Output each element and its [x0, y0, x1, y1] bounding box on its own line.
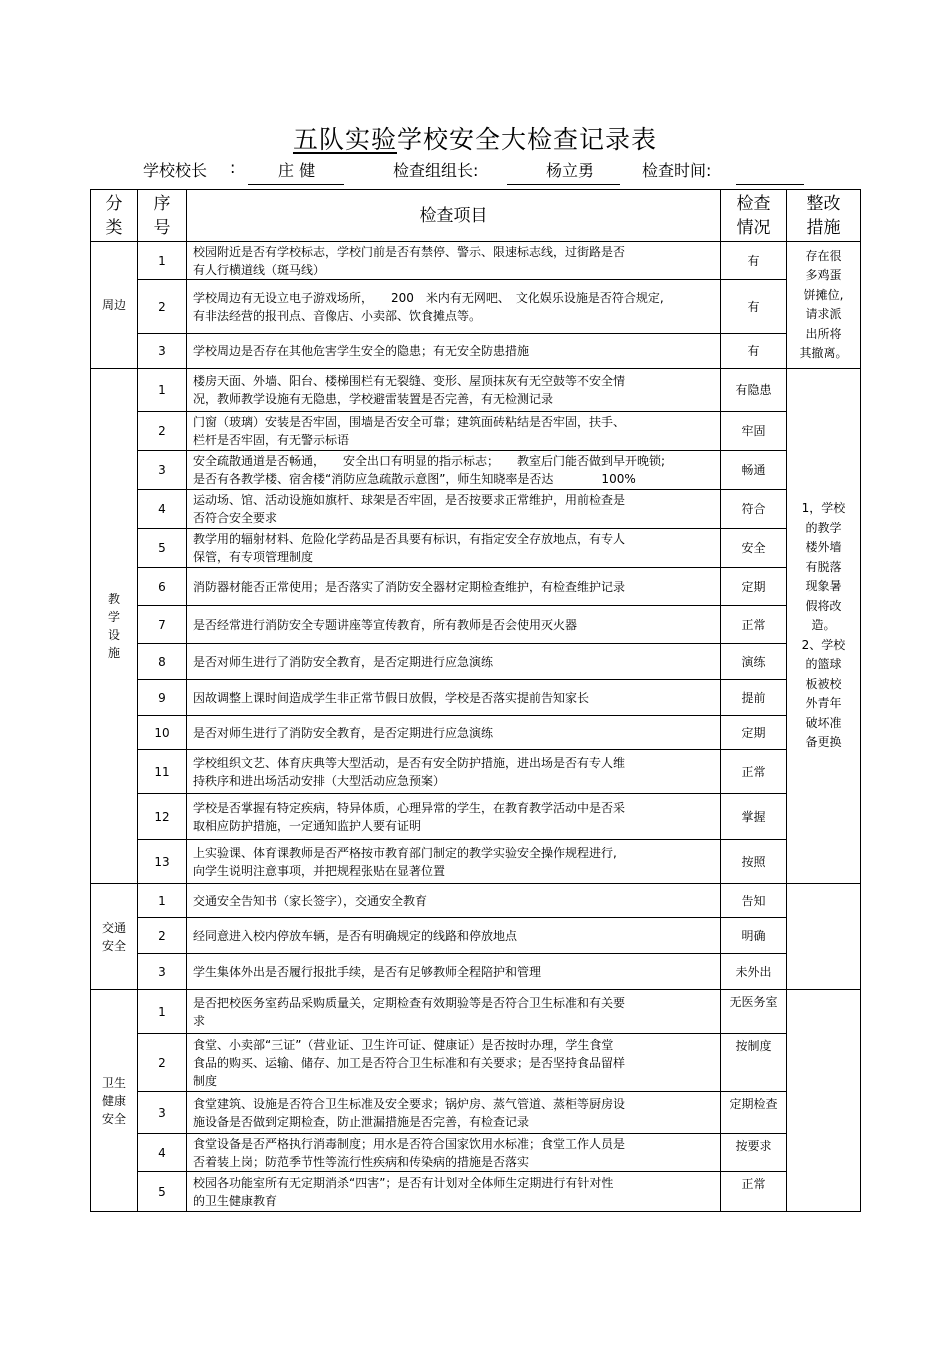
- item-text-line: 上实验课、体育课教师是否严格按市教育部门制定的教学实验安全操作规程进行,: [193, 845, 617, 860]
- item-text-line: 的卫生健康教育: [193, 1193, 278, 1208]
- item-text-line: 食堂、小卖部“三证”（营业证、卫生许可证、健康证）是否按时办理，学生食堂: [193, 1037, 614, 1052]
- status-cell: 正常: [721, 1172, 787, 1212]
- item-text-line: 学校周边是否存在其他危害学生安全的隐患；有无安全防患措施: [193, 344, 530, 358]
- item-text-line: 是否对师生进行了消防安全教育，是否定期进行应急演练: [193, 654, 494, 669]
- item-text-line: 持秩序和进出场活动安排（大型活动应急预案）: [193, 773, 446, 788]
- table-row: [91, 990, 861, 1034]
- status-cell: 牢固: [721, 412, 787, 451]
- header-status: 检查 情况: [721, 190, 787, 242]
- item-text-line: 交通安全告知书（家长签字），交通安全教育: [193, 893, 428, 908]
- item-text-line: 制度: [193, 1073, 218, 1088]
- item-cell: [187, 1092, 721, 1134]
- status-cell: 定期: [721, 568, 787, 606]
- category-cell: 卫生 健康 安全: [91, 990, 138, 1212]
- status-cell: 正常: [721, 750, 787, 794]
- seq-cell: 12: [138, 794, 187, 840]
- item-cell: [187, 412, 721, 451]
- table-row: [91, 568, 861, 606]
- item-text-line: 况，教师教学设施有无隐患，学校避雷装置是否完善，有无检测记录: [193, 392, 554, 406]
- seq-cell: 7: [138, 606, 187, 644]
- table-row: [91, 451, 861, 490]
- seq-cell: 2: [138, 412, 187, 451]
- seq-cell: 2: [138, 918, 187, 954]
- status-cell: 演练: [721, 644, 787, 680]
- item-cell: [187, 568, 721, 606]
- principal-label: 学校校长: [143, 161, 208, 180]
- item-text-line: 保管，有专项管理制度: [193, 550, 314, 564]
- item-text-line: 因故调整上课时间造成学生非正常节假日放假，学校是否落实提前告知家长: [193, 690, 590, 705]
- table-row: [91, 680, 861, 716]
- item-text-line: 教学用的辐射材料、危险化学药品是否具要有标识，有指定安全存放地点，有专人: [193, 532, 626, 546]
- status-cell: 明确: [721, 918, 787, 954]
- table-row: [91, 1172, 861, 1212]
- item-cell: [187, 606, 721, 644]
- item-cell: [187, 680, 721, 716]
- seq-cell: 1: [138, 884, 187, 918]
- item-cell: [187, 840, 721, 884]
- seq-cell: 1: [138, 242, 187, 280]
- item-cell: [187, 490, 721, 529]
- item-cell: [187, 644, 721, 680]
- item-cell: [187, 280, 721, 334]
- status-cell: 告知: [721, 884, 787, 918]
- item-text-line: 是否有各教学楼、宿舍楼“消防应急疏散示意图”，师生知晓率是否达 100%: [193, 472, 636, 486]
- status-cell: 安全: [721, 529, 787, 568]
- item-text-line: 是否对师生进行了消防安全教育，是否定期进行应急演练: [193, 725, 494, 740]
- item-cell: [187, 884, 721, 918]
- seq-cell: 9: [138, 680, 187, 716]
- item-cell: [187, 918, 721, 954]
- seq-cell: 11: [138, 750, 187, 794]
- title-underlined: 五队实验: [292, 125, 397, 154]
- category-cell: 交通 安全: [91, 884, 138, 990]
- seq-cell: 3: [138, 1092, 187, 1134]
- item-text-line: 是否经常进行消防安全专题讲座等宣传教育，所有教师是否会使用灭火器: [193, 617, 578, 632]
- item-text-line: 消防器材能否正常使用；是否落实了消防安全器材定期检查维护，有检查维护记录: [193, 579, 626, 594]
- remedy-cell: [787, 884, 861, 990]
- seq-cell: 10: [138, 716, 187, 750]
- seq-cell: 2: [138, 1034, 187, 1092]
- date-label: 检查时间:: [642, 161, 712, 180]
- table-row: [91, 369, 861, 412]
- item-cell: [187, 242, 721, 280]
- status-cell: 有: [721, 334, 787, 369]
- item-cell: [187, 369, 721, 412]
- table-row: [91, 1092, 861, 1134]
- table-row: [91, 716, 861, 750]
- status-cell: 未外出: [721, 954, 787, 990]
- table-row: [91, 412, 861, 451]
- table-row: [91, 334, 861, 369]
- item-cell: [187, 716, 721, 750]
- seq-cell: 13: [138, 840, 187, 884]
- item-cell: [187, 794, 721, 840]
- status-cell: 符合: [721, 490, 787, 529]
- inspection-table: [90, 189, 861, 1212]
- seq-cell: 8: [138, 644, 187, 680]
- seq-cell: 2: [138, 280, 187, 334]
- leader-value: 杨立勇: [546, 161, 595, 180]
- item-cell: [187, 990, 721, 1034]
- principal-value: 庄 健: [278, 161, 316, 180]
- item-cell: [187, 529, 721, 568]
- item-text-line: 校园附近是否有学校标志，学校门前是否有禁停、警示、限速标志线，过街路是否: [193, 244, 626, 259]
- item-text-line: 向学生说明注意事项，并把规程张贴在显著位置: [193, 863, 446, 878]
- seq-cell: 5: [138, 1172, 187, 1212]
- table-row: [91, 750, 861, 794]
- leader-label: 检查组组长:: [393, 161, 479, 180]
- status-cell: 有: [721, 242, 787, 280]
- item-text-line: 食堂设备是否严格执行消毒制度；用水是否符合国家饮用水标准；食堂工作人员是: [193, 1136, 626, 1151]
- seq-cell: 6: [138, 568, 187, 606]
- table-row: [91, 794, 861, 840]
- item-text-line: 施设备是否做到定期检查，防止泄漏措施是否完善，有检查记录: [193, 1114, 530, 1129]
- table-row: [91, 1034, 861, 1092]
- table-row: [91, 242, 861, 280]
- item-text-line: 门窗（玻璃）安装是否牢固，围墙是否安全可靠；建筑面砖粘结是否牢固，扶手、: [193, 415, 626, 429]
- table-row: [91, 884, 861, 918]
- table-row: [91, 918, 861, 954]
- item-text-line: 校园各功能室所有无定期消杀“四害”；是否有计划对全体师生定期进行有针对性: [193, 1175, 614, 1190]
- principal-underline: [248, 184, 344, 185]
- item-cell: [187, 750, 721, 794]
- item-text-line: 否符合安全要求: [193, 511, 278, 525]
- remedy-cell: [787, 990, 861, 1212]
- item-text-line: 否着装上岗；防范季节性等流行性疾病和传染病的措施是否落实: [193, 1154, 530, 1169]
- item-cell: [187, 451, 721, 490]
- item-text-line: 栏杆是否牢固，有无警示标语: [193, 433, 350, 447]
- item-text-line: 食堂建筑、设施是否符合卫生标准及安全要求；锅炉房、蒸气管道、蒸柜等厨房设: [193, 1096, 626, 1111]
- seq-cell: 1: [138, 990, 187, 1034]
- item-text-line: 是否把校医务室药品采购质量关，定期检查有效期验等是否符合卫生标准和有关要: [193, 995, 626, 1010]
- item-cell: [187, 1134, 721, 1172]
- date-underline: [736, 184, 804, 185]
- table-row: [91, 280, 861, 334]
- status-cell: 掌握: [721, 794, 787, 840]
- category-cell: 教 学 设 施: [91, 369, 138, 884]
- seq-cell: 1: [138, 369, 187, 412]
- header-item: 检查项目: [187, 190, 721, 242]
- item-cell: [187, 954, 721, 990]
- leader-underline: [507, 184, 620, 185]
- item-text-line: 学校周边有无设立电子游戏场所， 200 米内有无网吧、 文化娱乐设施是否符合规定,: [193, 290, 664, 305]
- item-text-line: 求: [193, 1013, 206, 1028]
- status-cell: 提前: [721, 680, 787, 716]
- page-title: [0, 120, 950, 156]
- header-fix: 整改 措施: [787, 190, 861, 242]
- item-text-line: 学生集体外出是否履行报批手续，是否有足够教师全程陪护和管理: [193, 964, 542, 979]
- status-cell: 畅通: [721, 451, 787, 490]
- title-rest: 学校安全大检查记录表: [397, 125, 658, 154]
- table-row: [91, 1134, 861, 1172]
- status-cell: 有隐患: [721, 369, 787, 412]
- item-cell: [187, 1172, 721, 1212]
- seq-cell: 4: [138, 1134, 187, 1172]
- item-text-line: 学校组织文艺、体育庆典等大型活动，是否有安全防护措施，进出场是否有专人维: [193, 755, 626, 770]
- status-cell: 按要求: [721, 1134, 787, 1172]
- item-text-line: 有非法经营的报刊点、音像店、小卖部、饮食摊点等。: [193, 308, 482, 323]
- status-cell: 无医务室: [721, 990, 787, 1034]
- seq-cell: 3: [138, 451, 187, 490]
- item-text-line: 学校是否掌握有特定疾病，特异体质，心理异常的学生，在教育教学活动中是否采: [193, 800, 626, 815]
- table-row: [91, 840, 861, 884]
- item-text-line: 运动场、馆、活动设施如旗杆、球架是否牢固，是否按要求正常维护，用前检查是: [193, 493, 626, 507]
- item-text-line: 经同意进入校内停放车辆，是否有明确规定的线路和停放地点: [193, 928, 518, 943]
- status-cell: 定期检查: [721, 1092, 787, 1134]
- item-text-line: 取相应防护措施，一定通知监护人要有证明: [193, 818, 422, 833]
- table-row: [91, 644, 861, 680]
- category-cell: 周边: [91, 242, 138, 369]
- item-text-line: 有人行横道线（斑马线）: [193, 262, 326, 277]
- table-row: [91, 529, 861, 568]
- item-cell: [187, 1034, 721, 1092]
- table-row: [91, 490, 861, 529]
- status-cell: 定期: [721, 716, 787, 750]
- table-row: [91, 954, 861, 990]
- status-cell: 有: [721, 280, 787, 334]
- principal-colon: :: [230, 158, 236, 177]
- seq-cell: 4: [138, 490, 187, 529]
- item-text-line: 楼房天面、外墙、阳台、楼梯围栏有无裂缝、变形、屋顶抹灰有无空鼓等不安全情: [193, 374, 626, 388]
- status-cell: 按照: [721, 840, 787, 884]
- header-seq: 序 号: [138, 190, 187, 242]
- seq-cell: 5: [138, 529, 187, 568]
- item-text-line: 安全疏散通道是否畅通， 安全出口有明显的指示标志； 教室后门能否做到早开晚锁;: [193, 454, 666, 468]
- remedy-cell: 存在很 多鸡蛋 饼摊位, 请求派 出所将 其撤离。: [787, 242, 861, 369]
- remedy-cell: 1，学校 的教学 楼外墙 有脱落 现象暑 假将改 造。 2、学校 的篮球 板被校 外青年 破坏准 备更换: [787, 369, 861, 884]
- item-text-line: 食品的购买、运输、储存、加工是否符合卫生标准和有关要求；是否坚持食品留样: [193, 1055, 626, 1070]
- table-header-row: [91, 190, 861, 242]
- status-cell: 正常: [721, 606, 787, 644]
- header-category: 分 类: [91, 190, 138, 242]
- seq-cell: 3: [138, 954, 187, 990]
- item-cell: [187, 334, 721, 369]
- seq-cell: 3: [138, 334, 187, 369]
- status-cell: 按制度: [721, 1034, 787, 1092]
- table-row: [91, 606, 861, 644]
